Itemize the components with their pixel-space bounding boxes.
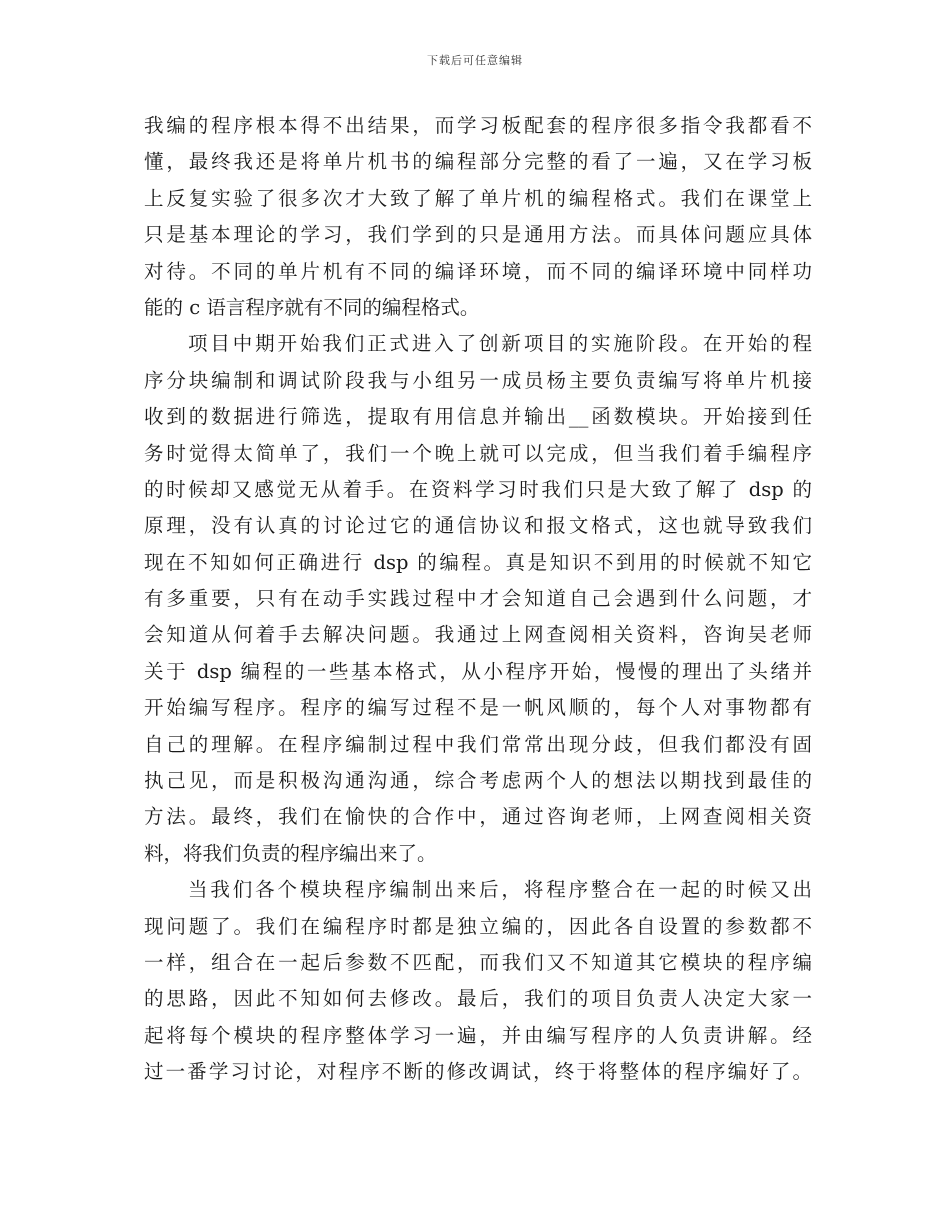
text-line: 上反复实验了很多次才大致了解了单片机的编程格式。我们在课堂上	[144, 186, 812, 210]
text-line: 的思路，因此不知如何去修改。最后，我们的项目负责人决定大家一	[144, 987, 812, 1011]
paragraph	[144, 872, 812, 1090]
text-line: 开始编写程序。程序的编写过程不是一帆风顺的，每个人对事物都有	[144, 696, 812, 720]
text-line: 料，将我们负责的程序编出来了。	[144, 841, 437, 865]
text-line: 现在不知如何正确进行 dsp 的编程。真是知识不到用的时候就不知它	[144, 550, 812, 574]
text-line: 关于 dsp 编程的一些基本格式，从小程序开始，慢慢的理出了头绪并	[144, 659, 812, 683]
text-line: 原理，没有认真的讨论过它的通信协议和报文格式，这也就导致我们	[144, 514, 812, 538]
text-line: 收到的数据进行筛选，提取有用信息并输出__函数模块。开始接到任	[144, 405, 812, 429]
text-line: 务时觉得太简单了，我们一个晚上就可以完成，但当我们着手编程序	[144, 441, 812, 465]
text-line: 一样，组合在一起后参数不匹配，而我们又不知道其它模块的程序编	[144, 950, 812, 974]
text-line: 我编的程序根本得不出结果，而学习板配套的程序很多指令我都看不	[144, 114, 812, 137]
text-line: 只是基本理论的学习，我们学到的只是通用方法。而具体问题应具体	[144, 223, 812, 247]
text-line: 序分块编制和调试阶段我与小组另一成员杨主要负责编写将单片机接	[144, 368, 812, 392]
document-body	[144, 108, 812, 1091]
text-line: 方法。最终，我们在愉快的合作中，通过咨询老师，上网查阅相关资	[144, 805, 812, 829]
paragraph	[144, 326, 812, 872]
paragraph	[144, 108, 812, 326]
text-line: 懂，最终我还是将单片机书的编程部分完整的看了一遍，又在学习板	[144, 150, 812, 174]
text-line: 的时候却又感觉无从着手。在资料学习时我们只是大致了解了 dsp 的	[144, 477, 812, 501]
text-line: 会知道从何着手去解决问题。我通过上网查阅相关资料，咨询吴老师	[144, 623, 812, 647]
text-line: 自己的理解。在程序编制过程中我们常常出现分歧，但我们都没有固	[144, 732, 812, 756]
text-line: 对待。不同的单片机有不同的编译环境，而不同的编译环境中同样功	[144, 259, 812, 283]
text-line: 有多重要，只有在动手实践过程中才会知道自己会遇到什么问题，才	[144, 587, 812, 611]
text-line: 起将每个模块的程序整体学习一遍，并由编写程序的人负责讲解。经	[144, 1023, 812, 1047]
text-line: 能的 c 语言程序就有不同的编程格式。	[144, 295, 480, 319]
text-line: 过一番学习讨论，对程序不断的修改调试，终于将整体的程序编好了。	[144, 1060, 812, 1084]
text-line: 现问题了。我们在编程序时都是独立编的，因此各自设置的参数都不	[144, 914, 812, 938]
text-line: 执己见，而是积极沟通沟通，综合考虑两个人的想法以期找到最佳的	[144, 769, 812, 793]
text-line: 当我们各个模块程序编制出来后，将程序整合在一起的时候又出	[188, 878, 812, 902]
page-header: 下载后可任意编辑	[427, 54, 523, 67]
text-line: 项目中期开始我们正式进入了创新项目的实施阶段。在开始的程	[188, 332, 812, 356]
